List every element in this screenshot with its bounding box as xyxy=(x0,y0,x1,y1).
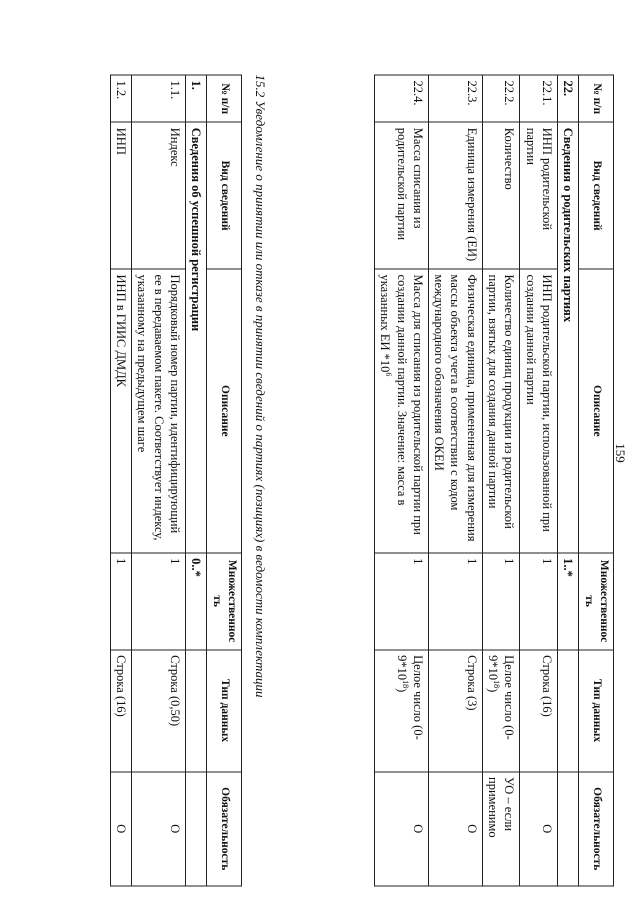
row-data-type: Целое число $(0-9*10^{18})$ xyxy=(375,649,429,771)
section-title: Сведения об успешной регистрации xyxy=(185,122,206,552)
row-kind: Количество xyxy=(482,122,520,269)
row-data-type: Строка (0,50) xyxy=(132,649,186,771)
section-row xyxy=(185,75,206,886)
row-description: ИНП родительской партии, использованной при создании данной партии xyxy=(520,269,558,553)
section-multiplicity: 1..* xyxy=(557,552,578,649)
row-num: 22.4. xyxy=(375,75,429,122)
table-row xyxy=(132,75,186,886)
row-kind: ИНП xyxy=(110,122,131,269)
row-kind: ИНП родительской партии xyxy=(520,122,558,269)
row-data-type: Строка (16) xyxy=(110,649,131,771)
row-required: О xyxy=(428,771,482,885)
row-required: О xyxy=(375,771,429,885)
table-row xyxy=(110,75,131,886)
row-data-type: Строка (16) xyxy=(520,649,558,771)
header-required: Обязательность xyxy=(579,771,614,885)
row-required: О xyxy=(132,771,186,885)
section-num: 22. xyxy=(557,75,578,122)
row-multiplicity: 1 xyxy=(428,552,482,649)
table-row xyxy=(428,75,482,886)
header-multiplicity: Множественность xyxy=(579,552,614,649)
table-row xyxy=(482,75,520,886)
header-required: Обязательность xyxy=(207,771,242,885)
page-number: 159 xyxy=(613,442,628,463)
row-data-type: Строка (3) xyxy=(428,649,482,771)
header-data-type: Тип данных xyxy=(579,649,614,771)
row-description: Физическая единица, примененная для измерения массы объекта учета в соответствии с кодом международного обозначения ОКЕИ xyxy=(428,269,482,553)
row-kind: Масса списания из родительской партии xyxy=(375,122,429,269)
header-multiplicity: Множественность xyxy=(207,552,242,649)
row-kind: Единица измерения (ЕИ) xyxy=(428,122,482,269)
table-notification xyxy=(110,74,242,886)
header-description: Описание xyxy=(207,269,242,553)
row-description: ИНП в ГИИС ДМДК xyxy=(110,269,131,553)
table-row xyxy=(520,75,558,886)
row-multiplicity: 1 xyxy=(110,552,131,649)
section-num: 1. xyxy=(185,75,206,122)
row-num: 1.1. xyxy=(132,75,186,122)
row-num: 22.1. xyxy=(520,75,558,122)
row-description: Количество единиц продукции из родительской партии, взятых для создания данной партии xyxy=(482,269,520,553)
header-data-type: Тип данных xyxy=(207,649,242,771)
section-row xyxy=(557,75,578,886)
row-description: Масса для списания из родительской партии при создании данной партии. Значение: масса в указанных ЕИ $*10^6$ xyxy=(375,269,429,553)
table-header-row xyxy=(579,75,614,886)
row-required: О xyxy=(110,771,131,885)
row-data-type: Целое число $(0-9*10^{18})$ xyxy=(482,649,520,771)
row-multiplicity: 1 xyxy=(520,552,558,649)
row-multiplicity: 1 xyxy=(482,552,520,649)
table-parent-batches xyxy=(374,74,614,886)
row-description: Порядковый номер партии, идентифицирующий ее в передаваемом пакете. Соответствует индексу, указанному на предыдущем шаге xyxy=(132,269,186,553)
row-kind: Индекс xyxy=(132,122,186,269)
header-description: Описание xyxy=(579,269,614,553)
section-title: Сведения о родительских партиях xyxy=(557,122,578,552)
header-kind: Вид сведений xyxy=(579,122,614,269)
row-required: О xyxy=(520,771,558,885)
row-num: 22.3. xyxy=(428,75,482,122)
row-num: 22.2. xyxy=(482,75,520,122)
header-num: № п/п xyxy=(579,75,614,122)
header-num: № п/п xyxy=(207,75,242,122)
header-kind: Вид сведений xyxy=(207,122,242,269)
section-caption: 15.2 Уведомление о принятии или отказе в принятии сведений о партиях (позициях) в ведомости комплектации xyxy=(253,74,268,697)
row-multiplicity: 1 xyxy=(375,552,429,649)
row-num: 1.2. xyxy=(110,75,131,122)
table-row xyxy=(375,75,429,886)
table-header-row xyxy=(207,75,242,886)
row-multiplicity: 1 xyxy=(132,552,186,649)
row-required: УО – если применимо xyxy=(482,771,520,885)
section-multiplicity: 0..* xyxy=(185,552,206,649)
